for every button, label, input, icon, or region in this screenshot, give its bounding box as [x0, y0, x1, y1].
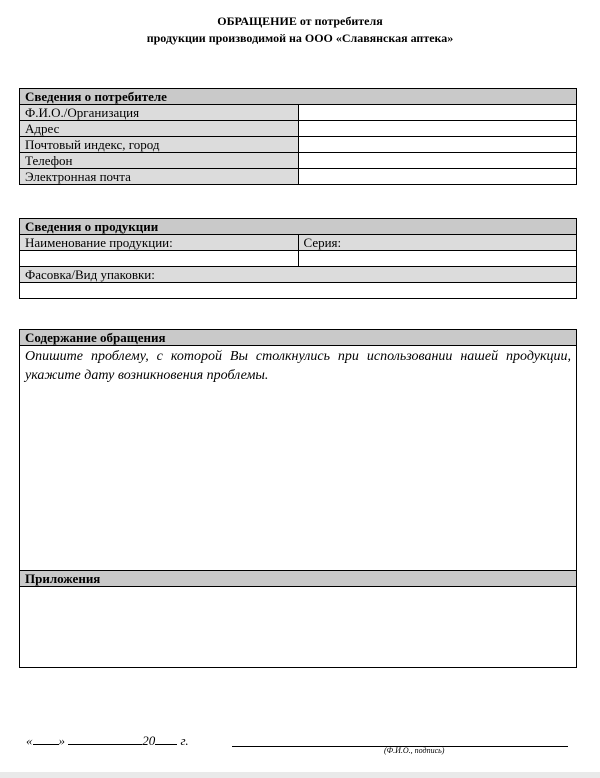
postal-field[interactable]	[298, 137, 577, 153]
address-field[interactable]	[298, 121, 577, 137]
appeal-instruction: Опишите проблему, с которой Вы столкнулись при использовании нашей продукции, укажите дату возникновения проблемы.	[25, 349, 571, 383]
consumer-header: Сведения о потребителе	[20, 89, 577, 105]
consumer-row-address	[20, 121, 577, 137]
month-blank[interactable]	[68, 732, 142, 745]
field-label-address: Адрес	[20, 121, 299, 137]
field-label-postal: Почтовый индекс, город	[20, 137, 299, 153]
consumer-row-phone	[20, 153, 577, 169]
date-quote-close: »	[58, 733, 65, 748]
appeal-header: Содержание обращения	[20, 330, 577, 346]
product-name-label: Наименование продукции:	[20, 235, 299, 251]
date-quote-open: «	[26, 733, 33, 748]
year-prefix: 20	[142, 733, 156, 748]
consumer-row-email	[20, 169, 577, 185]
attachments-field[interactable]	[20, 587, 577, 668]
day-blank[interactable]	[33, 732, 59, 745]
field-label-name: Ф.И.О./Организация	[20, 105, 299, 121]
year-suffix: г.	[180, 733, 189, 748]
page-bottom-edge	[0, 772, 600, 778]
product-section	[19, 218, 577, 299]
phone-field[interactable]	[298, 153, 577, 169]
email-field[interactable]	[298, 169, 577, 185]
appeal-text-field[interactable]	[20, 346, 577, 571]
form-title: ОБРАЩЕНИЕ от потребителя	[217, 14, 383, 28]
consumer-section	[19, 88, 577, 185]
series-field[interactable]	[298, 251, 577, 267]
packaging-label: Фасовка/Вид упаковки:	[20, 267, 577, 283]
attachments-header: Приложения	[20, 571, 577, 587]
name-field[interactable]	[298, 105, 577, 121]
year-blank[interactable]	[155, 732, 177, 745]
signature-caption: (Ф.И.О., подпись)	[384, 746, 445, 755]
signature-date	[26, 732, 189, 749]
product-header: Сведения о продукции	[20, 219, 577, 235]
product-name-field[interactable]	[20, 251, 299, 267]
form-subtitle: продукции производимой на ООО «Славянская аптека»	[146, 31, 454, 45]
appeal-section	[19, 329, 577, 668]
packaging-field[interactable]	[20, 283, 577, 299]
consumer-row-name	[20, 105, 577, 121]
field-label-phone: Телефон	[20, 153, 299, 169]
series-label: Серия:	[298, 235, 577, 251]
field-label-email: Электронная почта	[20, 169, 299, 185]
consumer-row-postal	[20, 137, 577, 153]
